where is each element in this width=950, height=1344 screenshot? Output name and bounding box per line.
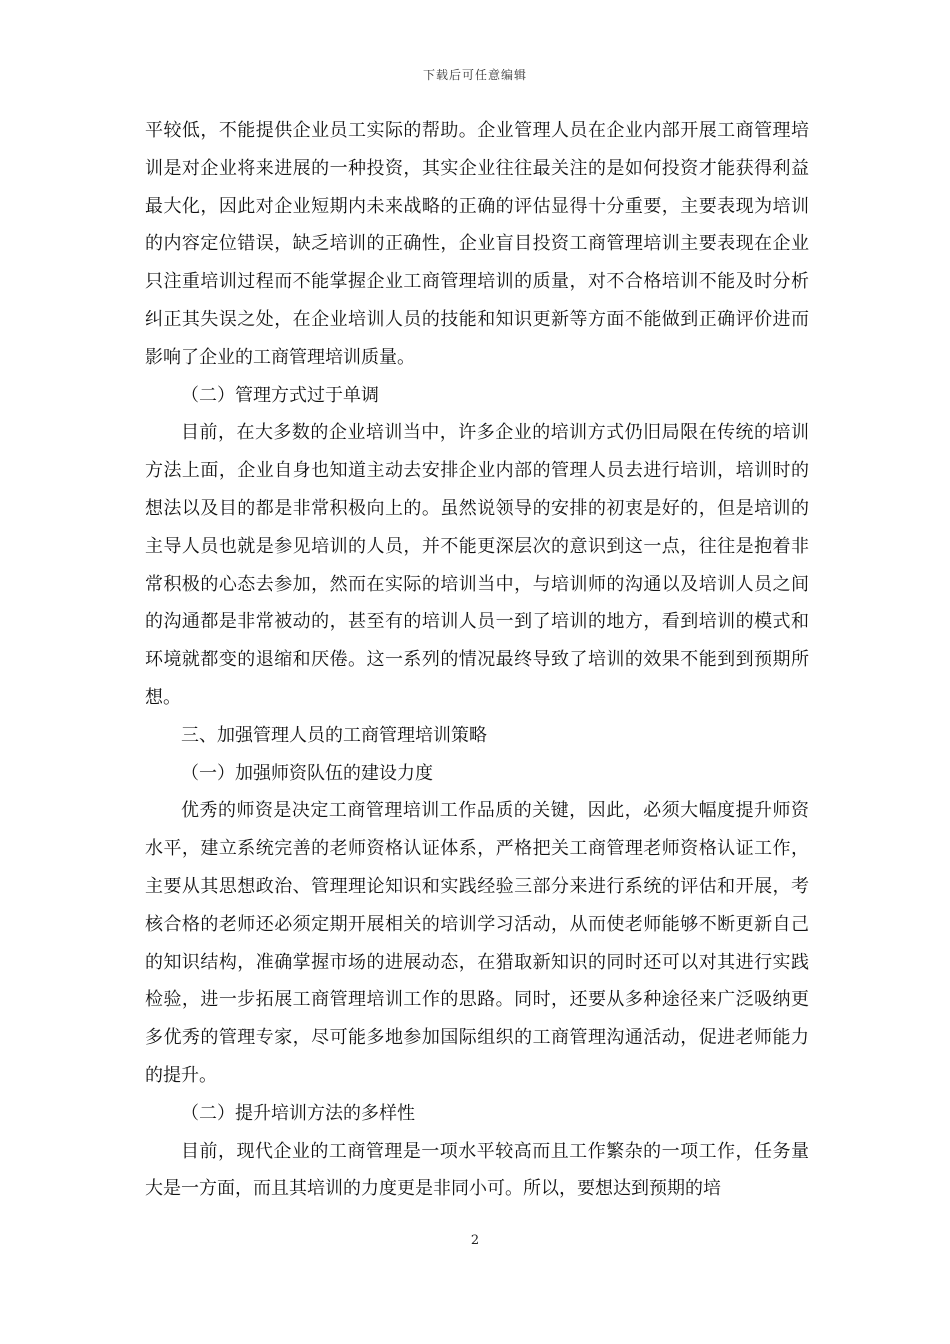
document-body [145,112,809,1208]
paragraph: 优秀的师资是决定工商管理培训工作品质的关键，因此，必须大幅度提升师资水平，建立系统完善的老师资格认证体系，严格把关工商管理老师资格认证工作，主要从其思想政治、管理理论知识和实践经验三部分来进行系统的评估和开展，考核合格的老师还必须定期开展相关的培训学习活动，从而使老师能够不断更新自己的知识结构，准确掌握市场的进展动态，在猎取新知识的同时还可以对其进行实践检验，进一步拓展工商管理培训工作的思路。同时，还要从多种途径来广泛吸纳更多优秀的管理专家，尽可能多地参加国际组织的工商管理沟通活动，促进老师能力的提升。 [145,800,809,1086]
page-number: 2 [470,1233,480,1248]
chapter-heading: 三、加强管理人员的工商管理培训策略 [181,724,487,746]
paragraph: 目前，现代企业的工商管理是一项水平较高而且工作繁杂的一项工作，任务量大是一方面，而且其培训的力度更是非同小可。所以，要想达到预期的培 [145,1140,809,1200]
paragraph-continued: 平较低，不能提供企业员工实际的帮助。企业管理人员在企业内部开展工商管理培训是对企业将来进展的一种投资，其实企业往往最关注的是如何投资才能获得利益最大化，因此对企业短期内未来战略的正确的评估显得十分重要，主要表现为培训的内容定位错误，缺乏培训的正确性，企业盲目投资工商管理培训主要表现在企业只注重培训过程而不能掌握企业工商管理培训的质量，对不合格培训不能及时分析纠正其失误之处，在企业培训人员的技能和知识更新等方面不能做到正确评价进而影响了企业的工商管理培训质量。 [145,120,809,368]
section-heading: （二）管理方式过于单调 [181,384,379,406]
page-header: 下载后可任意编辑 [422,68,527,82]
paragraph: 目前，在大多数的企业培训当中，许多企业的培训方式仍旧局限在传统的培训方法上面，企业自身也知道主动去安排企业内部的管理人员去进行培训，培训时的想法以及目的都是非常积极向上的。虽然说领导的安排的初衷是好的，但是培训的主导人员也就是参见培训的人员，并不能更深层次的意识到这一点，往往是抱着非常积极的心态去参加，然而在实际的培训当中，与培训师的沟通以及培训人员之间的沟通都是非常被动的，甚至有的培训人员一到了培训的地方，看到培训的模式和环境就都变的退缩和厌倦。这一系列的情况最终导致了培训的效果不能到到预期所想。 [145,422,809,708]
section-heading: （一）加强师资队伍的建设力度 [181,762,433,784]
section-heading: （二）提升培训方法的多样性 [181,1102,415,1124]
